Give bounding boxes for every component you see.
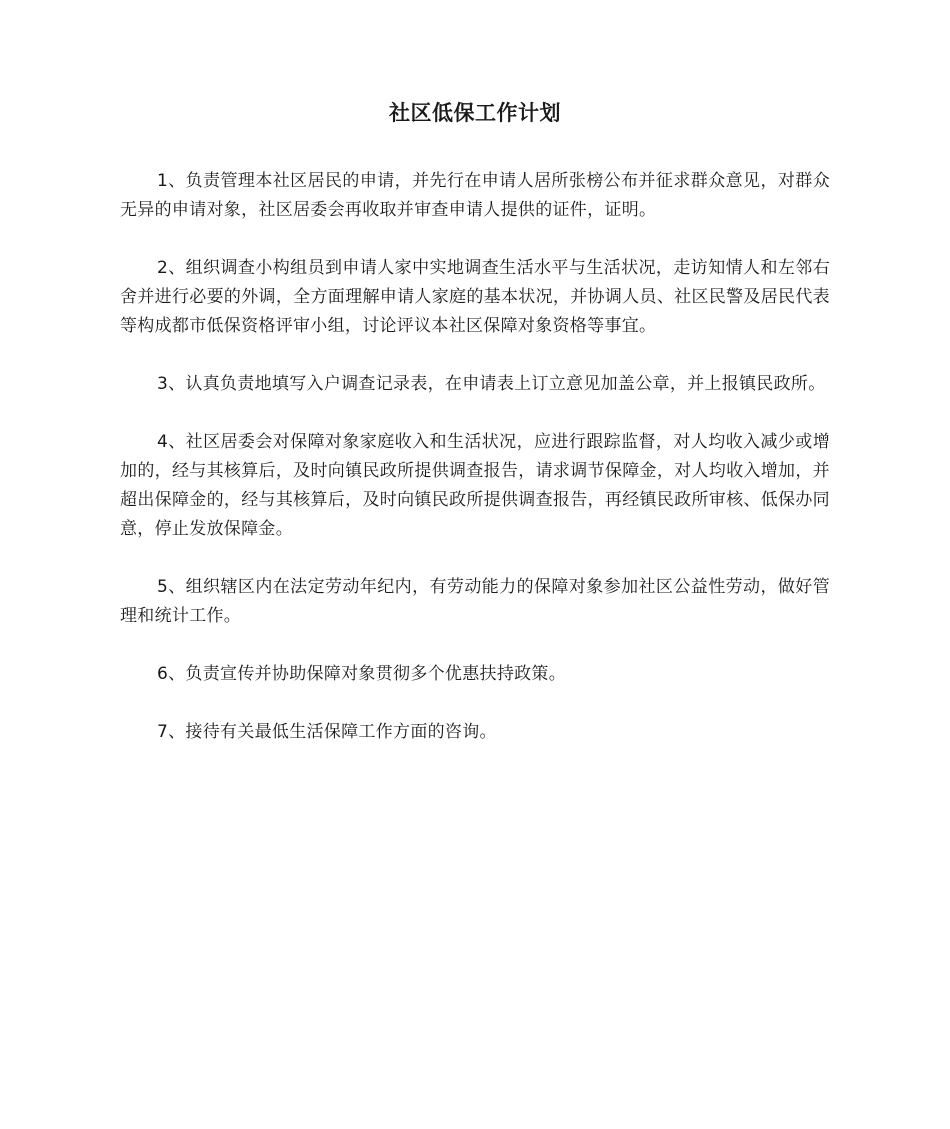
paragraph-4: 4、社区居委会对保障对象家庭收入和生活状况，应进行跟踪监督，对人均收入减少或增加的，经与其核算后，及时向镇民政所提供调查报告，请求调节保障金，对人均收入增加，并超出保障金的，经与其核算后，及时向镇民政所提供调查报告，再经镇民政所审核、低保办同意，停止发放保障金。 xyxy=(120,432,830,539)
paragraph-2: 2、组织调查小构组员到申请人家中实地调查生活水平与生活状况，走访知情人和左邻右舍并进行必要的外调，全方面理解申请人家庭的基本状况，并协调人员、社区民警及居民代表等构成都市低保资格评审小组，讨论评议本社区保障对象资格等事宜。 xyxy=(120,258,830,336)
document-title: 社区低保工作计划 xyxy=(389,101,561,125)
paragraph-5: 5、组织辖区内在法定劳动年纪内，有劳动能力的保障对象参加社区公益性劳动，做好管理和统计工作。 xyxy=(120,577,830,626)
paragraph-1: 1、负责管理本社区居民的申请，并先行在申请人居所张榜公布并征求群众意见，对群众无异的申请对象，社区居委会再收取并审查申请人提供的证件，证明。 xyxy=(120,171,830,220)
document-body xyxy=(120,167,830,776)
paragraph-6: 6、负责宣传并协助保障对象贯彻多个优惠扶持政策。 xyxy=(157,664,567,684)
paragraph-7: 7、接待有关最低生活保障工作方面的咨询。 xyxy=(157,722,497,742)
paragraph-3: 3、认真负责地填写入户调查记录表，在申请表上订立意见加盖公章，并上报镇民政所。 xyxy=(157,374,826,394)
